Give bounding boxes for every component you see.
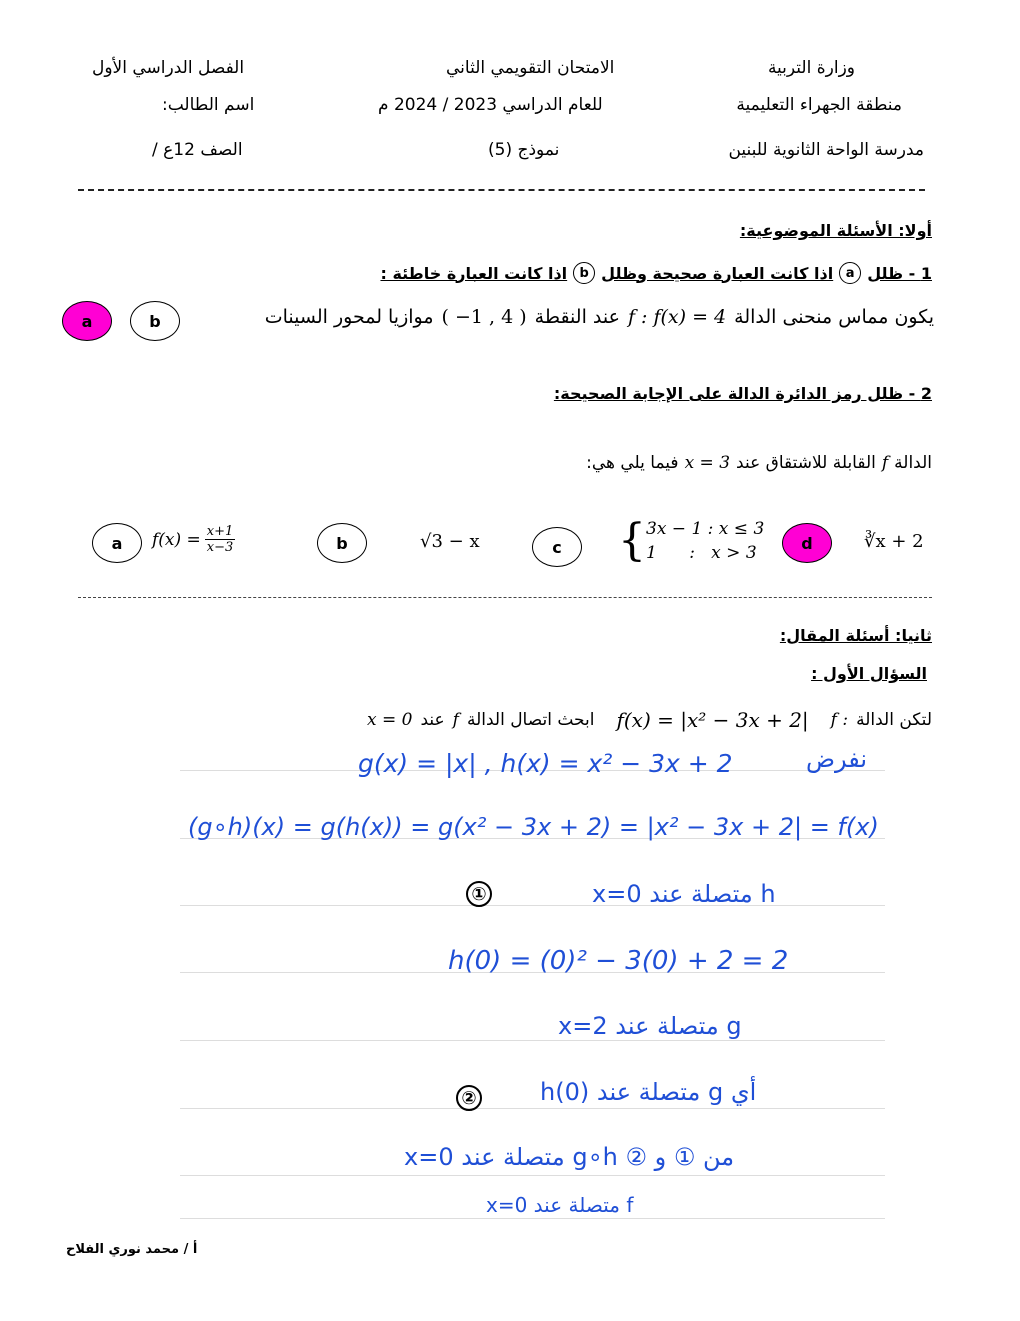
prompt-f2: f	[452, 710, 459, 730]
header-model: نموذج (5)	[488, 140, 560, 160]
q2-stem-x: x = 3	[684, 453, 731, 473]
q2-option-a-lhs: f(x) =	[152, 529, 201, 550]
handwriting-line1: g(x) = |x| , h(x) = x² − 3x + 2	[358, 749, 733, 778]
answer-rule	[180, 1040, 885, 1041]
header-divider	[78, 189, 925, 191]
header-class: الصف 12ع /	[152, 140, 243, 160]
prompt-a: لتكن الدالة	[856, 710, 932, 730]
q2-option-c[interactable]: c	[532, 527, 582, 567]
q2-option-d[interactable]: d	[782, 523, 832, 563]
q2-option-c-line1: 3x − 1 : x ≤ 3	[646, 519, 765, 539]
q2-option-b-expr: √3 − x	[420, 531, 480, 552]
q1-instruction	[380, 262, 932, 284]
handwriting-line3: h متصلة عند x=0	[592, 880, 776, 908]
q2-option-d-expr: ∛x + 2	[864, 531, 924, 552]
q1-statement	[265, 306, 934, 328]
q1-text-c: موازيا لمحور السينات	[264, 306, 434, 328]
q2-option-c-line2: 1 : x > 3	[646, 543, 757, 563]
header-school: مدرسة الواحة الثانوية للبنين	[728, 140, 924, 160]
q2-stem	[586, 453, 932, 473]
q1-inline-option-b: b	[573, 262, 595, 284]
handwriting-line5: g متصلة عند x=2	[558, 1012, 742, 1040]
q1-point: ( −1 , 4 )	[441, 306, 527, 328]
prompt-f: f :	[830, 710, 849, 730]
header-semester: الفصل الدراسي الأول	[92, 58, 245, 78]
question-1-prompt	[367, 708, 932, 732]
section2-title: ثانيا: أسئلة المقال:	[779, 626, 932, 645]
handwriting-line4: h(0) = (0)² − 3(0) + 2 = 2	[448, 946, 789, 976]
q1-option-b[interactable]: b	[130, 301, 180, 341]
handwriting-assume: نفرض	[806, 745, 868, 773]
q2-option-a-fraction	[205, 524, 236, 555]
q2-option-c-cases	[646, 517, 764, 565]
handwriting-line6: أي g متصلة عند h(0)	[540, 1078, 757, 1106]
q2-option-b[interactable]: b	[317, 523, 367, 563]
q1-instruction-end: اذا كانت العبارة خاطئة :	[380, 263, 568, 283]
q1-instruction-prefix: 1 - ظلل	[867, 263, 932, 283]
section1-title: أولا: الأسئلة الموضوعية:	[739, 221, 932, 240]
q1-text-b: عند النقطة	[534, 306, 620, 328]
q2-stem-a: الدالة	[894, 453, 932, 473]
handwriting-line2: (g∘h)(x) = g(h(x)) = g(x² − 3x + 2) = |x² − 3x + 2| = f(x)	[188, 813, 879, 841]
header-year: للعام الدراسي 2023 / 2024 م	[378, 95, 603, 115]
answer-rule	[180, 905, 885, 906]
prompt-function: f(x) = |x² − 3x + 2|	[616, 708, 809, 732]
handwriting-line7: من ① و ② g∘h متصلة عند x=0	[404, 1143, 735, 1171]
step-2-marker: ②	[456, 1085, 482, 1111]
q1-inline-option-a: a	[839, 262, 861, 284]
section-divider	[78, 597, 932, 598]
q2-stem-c: فيما يلي هي:	[586, 453, 679, 473]
q1-text-a: يكون مماس منحنى الدالة	[734, 306, 934, 328]
prompt-c: عند	[420, 710, 445, 730]
prompt-b: ابحث اتصال الدالة	[466, 710, 595, 730]
header-ministry: وزارة التربية	[767, 58, 855, 78]
q2-option-c-expr	[618, 517, 764, 565]
question-1-title: السؤال الأول :	[811, 664, 927, 683]
q2-option-a-denominator: x−3	[206, 540, 234, 555]
footer-author: أ / محمد نوري الفلاح	[66, 1242, 198, 1257]
header-student-name: اسم الطالب:	[162, 95, 255, 115]
q2-option-c-brace: {	[618, 515, 646, 566]
q2-option-a[interactable]: a	[92, 523, 142, 563]
q1-instruction-mid: اذا كانت العبارة صحيحة وظلل	[601, 263, 834, 283]
q2-instruction: 2 - ظلل رمز الدائرة الدالة على الإجابة الصحيحة:	[553, 384, 932, 403]
q2-option-a-expr	[152, 524, 235, 555]
step-1-marker: ①	[466, 881, 492, 907]
handwriting-line8: f متصلة عند x=0	[486, 1193, 634, 1217]
q2-stem-b: القابلة للاشتقاق عند	[736, 453, 876, 473]
answer-rule	[180, 1218, 885, 1219]
header-region: منطقة الجهراء التعليمية	[736, 95, 902, 115]
answer-rule	[180, 1108, 885, 1109]
answer-rule	[180, 1175, 885, 1176]
q1-option-a[interactable]: a	[62, 301, 112, 341]
header-exam-title: الامتحان التقويمي الثاني	[446, 58, 615, 78]
prompt-x: x = 0	[366, 710, 413, 730]
q2-option-a-numerator: x+1	[206, 524, 234, 539]
q2-stem-f: f	[881, 453, 889, 473]
q1-function: f : f(x) = 4	[627, 306, 727, 328]
